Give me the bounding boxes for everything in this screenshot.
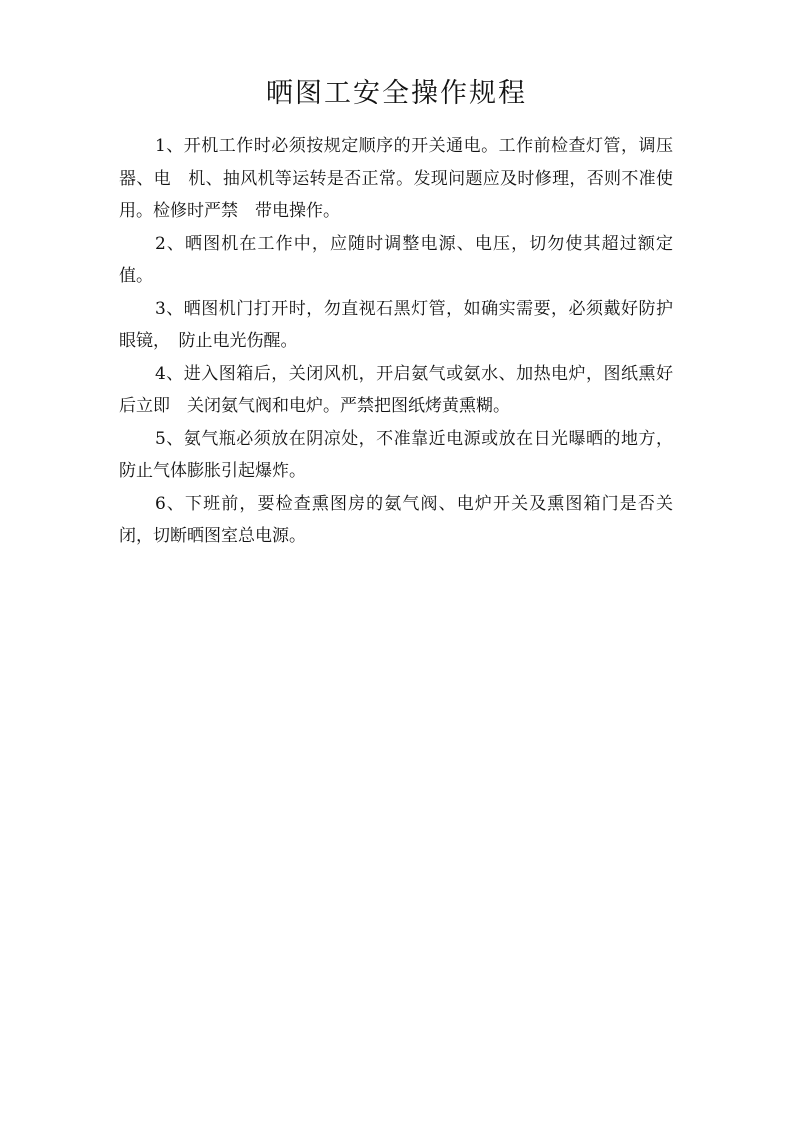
rule-paragraph-1: 1、开机工作时必须按规定顺序的开关通电。工作前检查灯管，调压器、电 机、抽风机等运转是否正常。发现问题应及时修理，否则不准使用。检修时严禁 带电操作。: [119, 136, 673, 221]
rule-paragraph-3: 3、晒图机门打开时，勿直视石黑灯管，如确实需要，必须戴好防护眼镜， 防止电光伤醒。: [119, 298, 673, 351]
rule-paragraph-6: 6、下班前，要检查熏图房的氨气阀、电炉开关及熏图箱门是否关闭，切断晒图室总电源。: [119, 493, 673, 546]
document-title: 晒图工安全操作规程: [266, 78, 527, 109]
document-body: [119, 130, 673, 553]
rule-paragraph-5: 5、氨气瓶必须放在阴凉处，不准靠近电源或放在日光曝晒的地方，防止气体膨胀引起爆炸。: [119, 428, 673, 481]
rule-paragraph-2: 2、晒图机在工作中，应随时调整电源、电压，切勿使其超过额定值。: [119, 233, 673, 286]
rule-paragraph-4: 4、进入图箱后，关闭风机，开启氨气或氨水、加热电炉，图纸熏好后立即 关闭氨气阀和电炉。严禁把图纸烤黄熏糊。: [119, 363, 673, 416]
